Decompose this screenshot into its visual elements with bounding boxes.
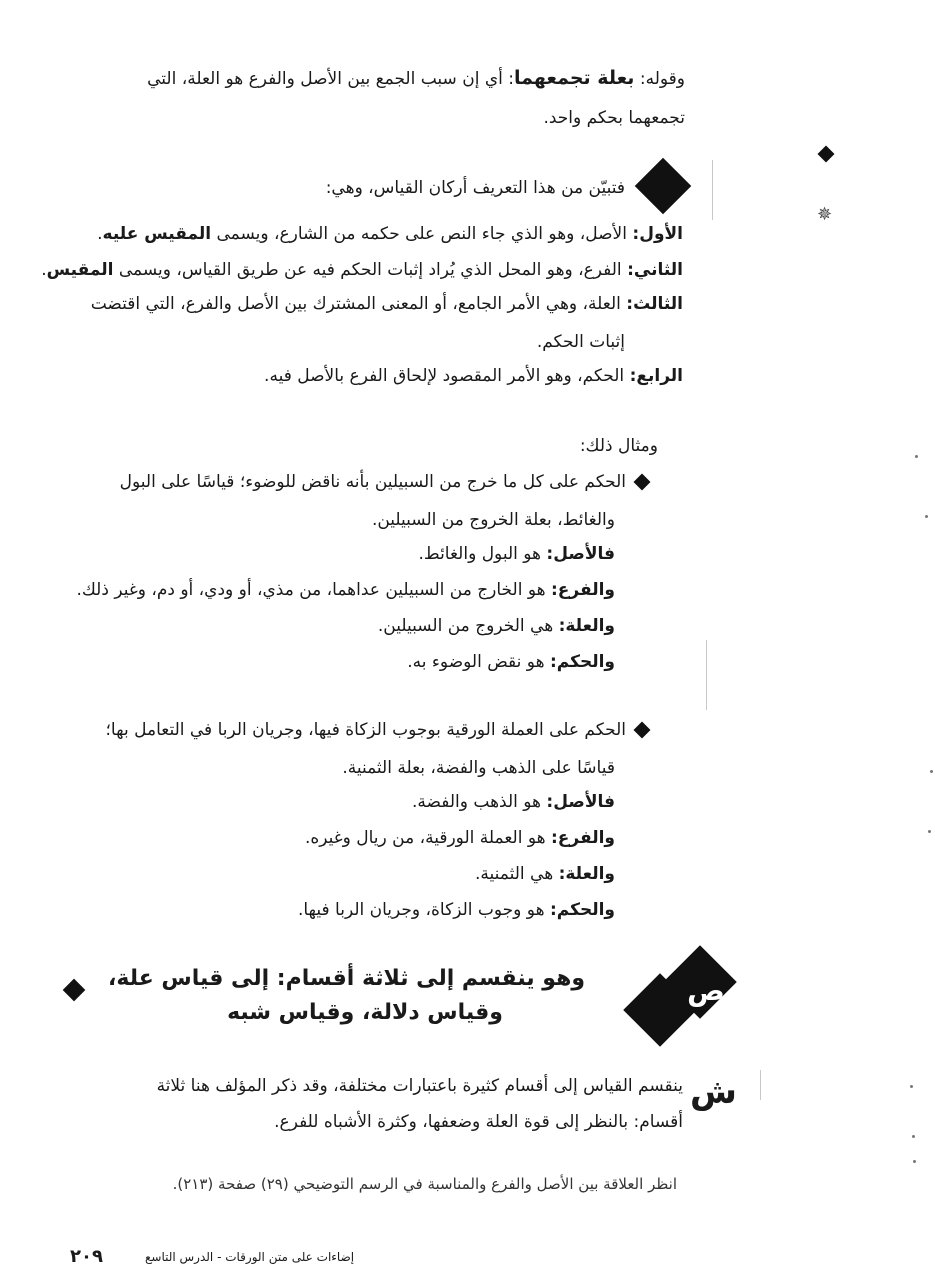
margin-dot	[925, 515, 928, 518]
matn-marker	[630, 960, 725, 1040]
example-intro: ومثال ذلك:	[579, 436, 658, 456]
margin-diamond-icon	[63, 979, 86, 1002]
pillar-third: الثالث: العلة، وهي الأمر الجامع، أو المعنى المشترك بين الأصل والفرع، التي اقتضت	[90, 294, 683, 314]
margin-dot	[930, 770, 933, 773]
pillar-fourth: الرابع: الحكم، وهو الأمر المقصود لإلحاق الفرع بالأصل فيه.	[264, 366, 683, 386]
example1-far: والفرع: هو الخارج من السبيلين عداهما، من مذي، أو ودي، أو دم، وغير ذلك.	[76, 580, 615, 600]
footnote: انظر العلاقة بين الأصل والفرع والمناسبة في الرسم التوضيحي (٢٩) صفحة (٢١٣).	[172, 1175, 677, 1193]
sharh-letter: ش	[690, 1072, 737, 1112]
pillar-first: الأول: الأصل، وهو الذي جاء النص على حكمه من الشارع، ويسمى المقيس عليه.	[97, 224, 683, 244]
bullet-diamond-icon	[634, 474, 651, 491]
margin-dot	[928, 830, 931, 833]
bullet-diamond-icon	[634, 722, 651, 739]
example2-line-1: الحكم على العملة الورقية بوجوب الزكاة فيها، وجريان الربا في التعامل بها؛	[106, 718, 648, 742]
intro-line-1: وقوله: بعلة تجمعهما: أي إن سبب الجمع بين الأصل والفرع هو العلة، التي	[147, 67, 685, 89]
example2-asl: فالأصل: هو الذهب والفضة.	[412, 792, 615, 812]
intro-line-2: تجمعهما بحكم واحد.	[543, 108, 685, 128]
margin-diamond-icon	[818, 146, 835, 163]
example2-illa: والعلة: هي الثمنية.	[474, 864, 615, 884]
pillar-third-cont: إثبات الحكم.	[536, 332, 625, 352]
margin-rule	[712, 160, 713, 220]
section-diamond-icon	[635, 158, 692, 215]
pillar-second: الثاني: الفرع، وهو المحل الذي يُراد إثبات الحكم فيه عن طريق القياس، ويسمى المقيس.	[41, 260, 683, 280]
margin-dot	[910, 1085, 913, 1088]
page-number: ٢٠٩	[70, 1246, 103, 1267]
example1-line-2: والغائط، بعلة الخروج من السبيلين.	[371, 510, 615, 530]
matn-line-2: وقياس دلالة، وقياس شبه	[227, 1000, 503, 1025]
running-title: إضاءات على متن الورقات - الدرس التاسع	[145, 1250, 355, 1264]
matn-line-1: وهو ينقسم إلى ثلاثة أقسام: إلى قياس علة،	[108, 966, 585, 991]
example1-line-1: الحكم على كل ما خرج من السبيلين بأنه ناقض للوضوء؛ قياسًا على البول	[120, 470, 648, 494]
margin-rule	[760, 1070, 761, 1100]
matn-letter: ص	[687, 974, 725, 1007]
margin-ornament-icon: ✵	[817, 204, 833, 225]
example1-illa: والعلة: هي الخروج من السبيلين.	[377, 616, 615, 636]
example1-hukm: والحكم: هو نقض الوضوء به.	[407, 652, 615, 672]
example2-far: والفرع: هو العملة الورقية، من ريال وغيره.	[304, 828, 615, 848]
example1-asl: فالأصل: هو البول والغائط.	[418, 544, 615, 564]
example2-line-2: قياسًا على الذهب والفضة، بعلة الثمنية.	[342, 758, 615, 778]
margin-dot	[913, 1160, 916, 1163]
sharh-line-1: ينقسم القياس إلى أقسام كثيرة باعتبارات مختلفة، وقد ذكر المؤلف هنا ثلاثة	[156, 1076, 683, 1096]
sharh-line-2: أقسام: بالنظر إلى قوة العلة وضعفها، وكثرة الأشباه للفرع.	[274, 1112, 683, 1132]
margin-dot	[915, 455, 918, 458]
margin-rule	[706, 640, 707, 710]
example2-hukm: والحكم: هو وجوب الزكاة، وجريان الربا فيها.	[297, 900, 615, 920]
pillars-lead: فتبيّن من هذا التعريف أركان القياس، وهي:	[325, 178, 625, 198]
margin-dot	[912, 1135, 915, 1138]
